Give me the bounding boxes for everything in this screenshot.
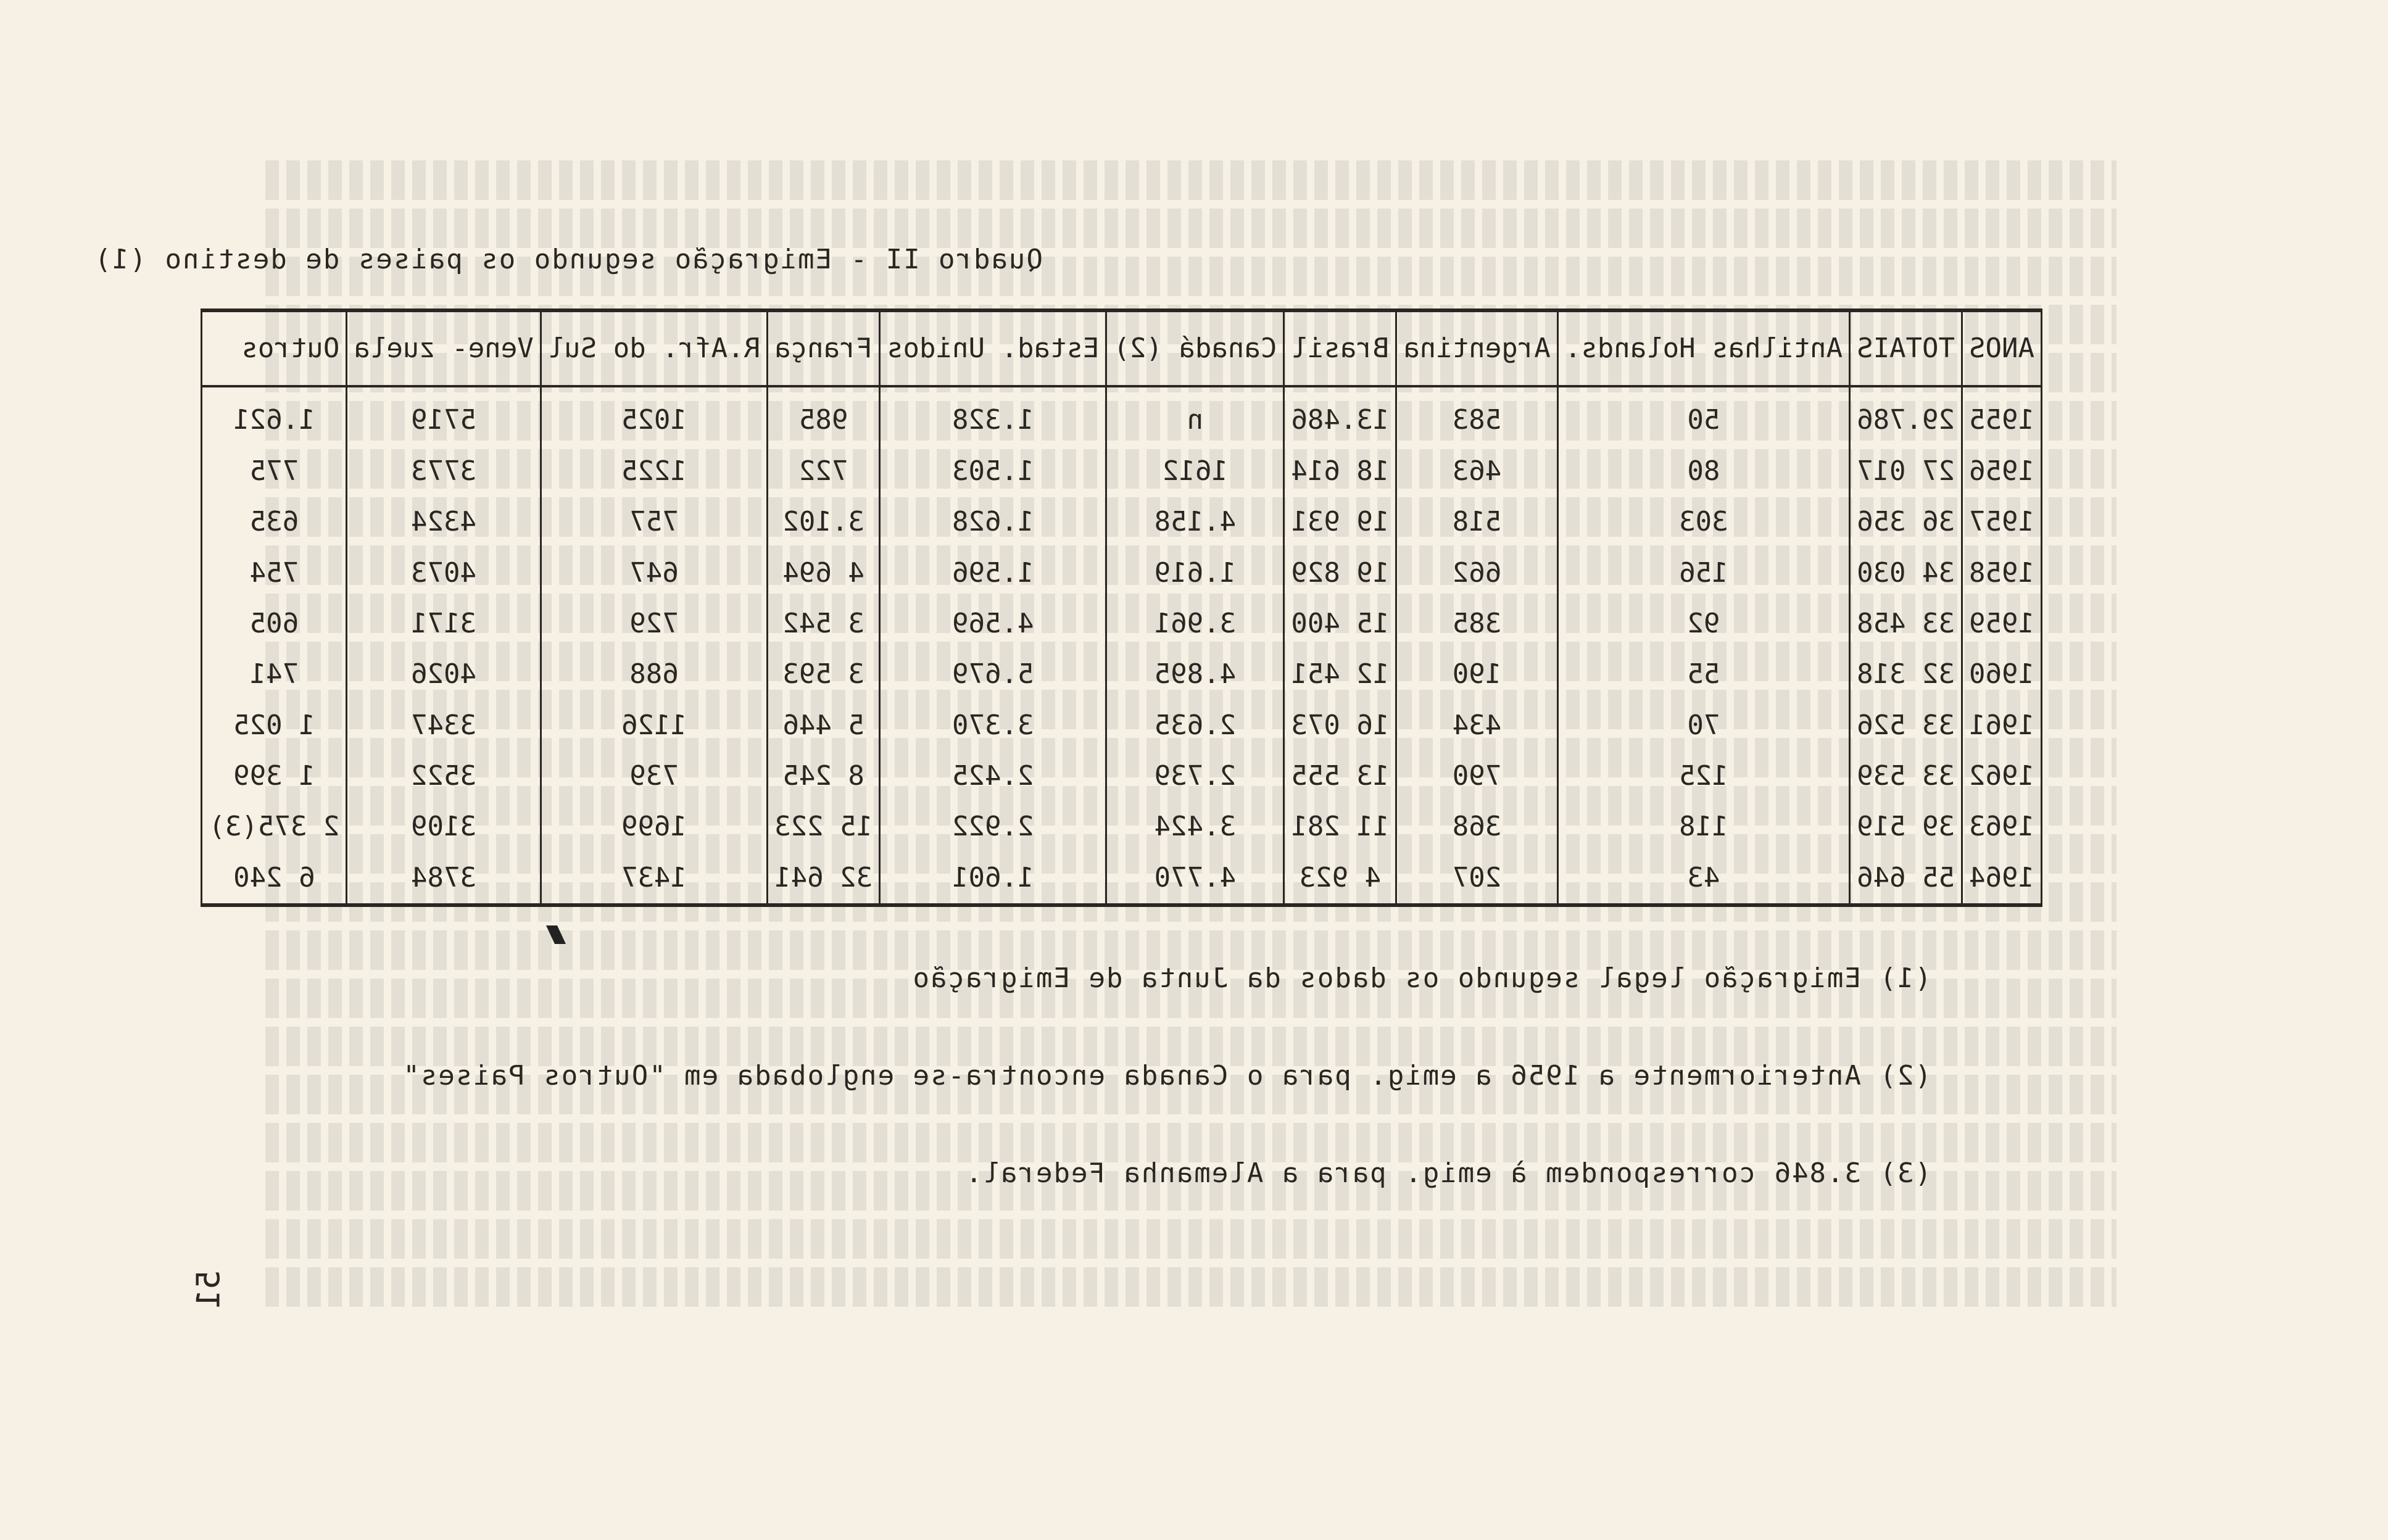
table-cell: 368	[1396, 801, 1557, 852]
table-cell: 118	[1557, 801, 1849, 852]
table-cell: 3 593	[768, 649, 880, 700]
table-cell: 32 318	[1850, 649, 1962, 700]
table-cell: 3.370	[880, 700, 1106, 750]
table-cell: 27 017	[1850, 445, 1962, 496]
table-cell: 1437	[541, 852, 767, 905]
table-cell: 757	[541, 496, 767, 547]
table-cell: 33 526	[1850, 700, 1962, 750]
table-cell: 2.922	[880, 801, 1106, 852]
table-cell: 13.486	[1284, 386, 1396, 445]
table-cell: 16 073	[1284, 700, 1396, 750]
table-cell: 1 399	[202, 750, 347, 801]
table-cell: 3.961	[1106, 598, 1284, 648]
table-cell: 385	[1396, 598, 1557, 648]
table-cell: 4324	[347, 496, 541, 547]
column-header: TOTAIS	[1850, 310, 1962, 386]
table-cell: 15 400	[1284, 598, 1396, 648]
table-cell: 1962	[1962, 750, 2042, 801]
table-cell: 43	[1557, 852, 1849, 905]
table-cell: 1964	[1962, 852, 2042, 905]
table-cell: 754	[202, 547, 347, 598]
table-cell: 1.619	[1106, 547, 1284, 598]
table-cell: 80	[1557, 445, 1849, 496]
column-header: Vene- zuela	[347, 310, 541, 386]
table-cell: 739	[541, 750, 767, 801]
table-cell: 463	[1396, 445, 1557, 496]
table-cell: 92	[1557, 598, 1849, 648]
table-cell: 635	[202, 496, 347, 547]
table-row	[202, 598, 2042, 648]
table-cell: 55 646	[1850, 852, 1962, 905]
table-cell: 4.158	[1106, 496, 1284, 547]
table-cell: 775	[202, 445, 347, 496]
table-cell: 434	[1396, 700, 1557, 750]
table-cell: 1612	[1106, 445, 1284, 496]
table-cell: 518	[1396, 496, 1557, 547]
table-cell: 4 694	[768, 547, 880, 598]
table-cell: 2 375(3)	[202, 801, 347, 852]
table-cell: 1.621	[202, 386, 347, 445]
table-cell: n	[1106, 386, 1284, 445]
table-row	[202, 801, 2042, 852]
table-cell: 5719	[347, 386, 541, 445]
table-row	[202, 649, 2042, 700]
table-cell: 3.102	[768, 496, 880, 547]
table-cell: 4 923	[1284, 852, 1396, 905]
column-header: Estad. Unidos	[880, 310, 1106, 386]
table-cell: 125	[1557, 750, 1849, 801]
table-row	[202, 386, 2042, 445]
table-cell: 3522	[347, 750, 541, 801]
table-cell: 688	[541, 649, 767, 700]
table-cell: 156	[1557, 547, 1849, 598]
table-row	[202, 547, 2042, 598]
column-header: Canadá (2)	[1106, 310, 1284, 386]
table-cell: 207	[1396, 852, 1557, 905]
table-cell: 36 356	[1850, 496, 1962, 547]
column-header: Antilhas Holands.	[1557, 310, 1849, 386]
table-cell: 662	[1396, 547, 1557, 598]
table-cell: 583	[1396, 386, 1557, 445]
table-cell: 12 451	[1284, 649, 1396, 700]
column-header: Argentina	[1396, 310, 1557, 386]
table-cell: 605	[202, 598, 347, 648]
table-body	[202, 386, 2042, 905]
table-cell: 19 931	[1284, 496, 1396, 547]
table-row	[202, 445, 2042, 496]
table-cell: 11 281	[1284, 801, 1396, 852]
table-cell: 6 240	[202, 852, 347, 905]
table-title: Quadro II - Emigração segundo os paises de destino (1)	[93, 244, 1043, 275]
table-cell: 790	[1396, 750, 1557, 801]
table-cell: 2.739	[1106, 750, 1284, 801]
table-cell: 29.786	[1850, 386, 1962, 445]
table-cell: 3171	[347, 598, 541, 648]
table-cell: 1958	[1962, 547, 2042, 598]
table-cell: 303	[1557, 496, 1849, 547]
table-row	[202, 496, 2042, 547]
table-cell: 4073	[347, 547, 541, 598]
table-cell: 4.770	[1106, 852, 1284, 905]
table-cell: 1.596	[880, 547, 1106, 598]
table-cell: 33 539	[1850, 750, 1962, 801]
table-cell: 55	[1557, 649, 1849, 700]
table-cell: 34 030	[1850, 547, 1962, 598]
column-header: ANOS	[1962, 310, 2042, 386]
column-header: Brasil	[1284, 310, 1396, 386]
footnote-1: (1) Emigração legal segundo os dados da Junta de Emigração	[911, 962, 1931, 994]
table-cell: 3784	[347, 852, 541, 905]
table-cell: 2.425	[880, 750, 1106, 801]
table-row	[202, 852, 2042, 905]
table-cell: 1.601	[880, 852, 1106, 905]
footnote-2: (2) Anteriormente a 1956 a emig. para o Canada encontra-se englobada em "Outros Paises"	[402, 1060, 1931, 1091]
table-row	[202, 750, 2042, 801]
table-cell: 1956	[1962, 445, 2042, 496]
column-header: Outros	[202, 310, 347, 386]
table-cell: 1.328	[880, 386, 1106, 445]
table-cell: 3.424	[1106, 801, 1284, 852]
table-cell: 4026	[347, 649, 541, 700]
table-cell: 2.635	[1106, 700, 1284, 750]
table-cell: 32 641	[768, 852, 880, 905]
table-cell: 1960	[1962, 649, 2042, 700]
table-cell: 1 025	[202, 700, 347, 750]
table-cell: 4.895	[1106, 649, 1284, 700]
table-cell: 13 555	[1284, 750, 1396, 801]
table-cell: 5 446	[768, 700, 880, 750]
table-cell: 5.679	[880, 649, 1106, 700]
table-cell: 8 245	[768, 750, 880, 801]
footnotes	[309, 962, 1931, 1255]
table-cell: 1025	[541, 386, 767, 445]
table-cell: 1961	[1962, 700, 2042, 750]
table-cell: 33 458	[1850, 598, 1962, 648]
table-cell: 70	[1557, 700, 1849, 750]
table-cell: 1126	[541, 700, 767, 750]
table-cell: 19 829	[1284, 547, 1396, 598]
table-cell: 1963	[1962, 801, 2042, 852]
table-cell: 1959	[1962, 598, 2042, 648]
table-cell: 722	[768, 445, 880, 496]
table-cell: 3347	[347, 700, 541, 750]
page-number: 51	[190, 1270, 228, 1309]
ink-mark	[546, 925, 566, 944]
table-cell: 1699	[541, 801, 767, 852]
table-cell: 985	[768, 386, 880, 445]
column-header: R.Afr. do Sul	[541, 310, 767, 386]
table-row	[202, 700, 2042, 750]
table-cell: 190	[1396, 649, 1557, 700]
footnote-3: (3) 3.846 correspondem à emig. para a Alemanha Federal.	[964, 1157, 1931, 1189]
table-cell: 39 519	[1850, 801, 1962, 852]
table-cell: 15 223	[768, 801, 880, 852]
table-cell: 3 542	[768, 598, 880, 648]
table-cell: 1955	[1962, 386, 2042, 445]
table-cell: 1957	[1962, 496, 2042, 547]
table-cell: 4.569	[880, 598, 1106, 648]
table-header-row	[202, 310, 2042, 386]
table-cell: 3773	[347, 445, 541, 496]
table-cell: 18 614	[1284, 445, 1396, 496]
table-cell: 729	[541, 598, 767, 648]
table-cell: 50	[1557, 386, 1849, 445]
table-cell: 647	[541, 547, 767, 598]
table-cell: 741	[202, 649, 347, 700]
table-cell: 1225	[541, 445, 767, 496]
table-cell: 1.503	[880, 445, 1106, 496]
column-header: França	[768, 310, 880, 386]
table-cell: 3109	[347, 801, 541, 852]
emigration-table	[201, 308, 2042, 907]
table-cell: 1.628	[880, 496, 1106, 547]
